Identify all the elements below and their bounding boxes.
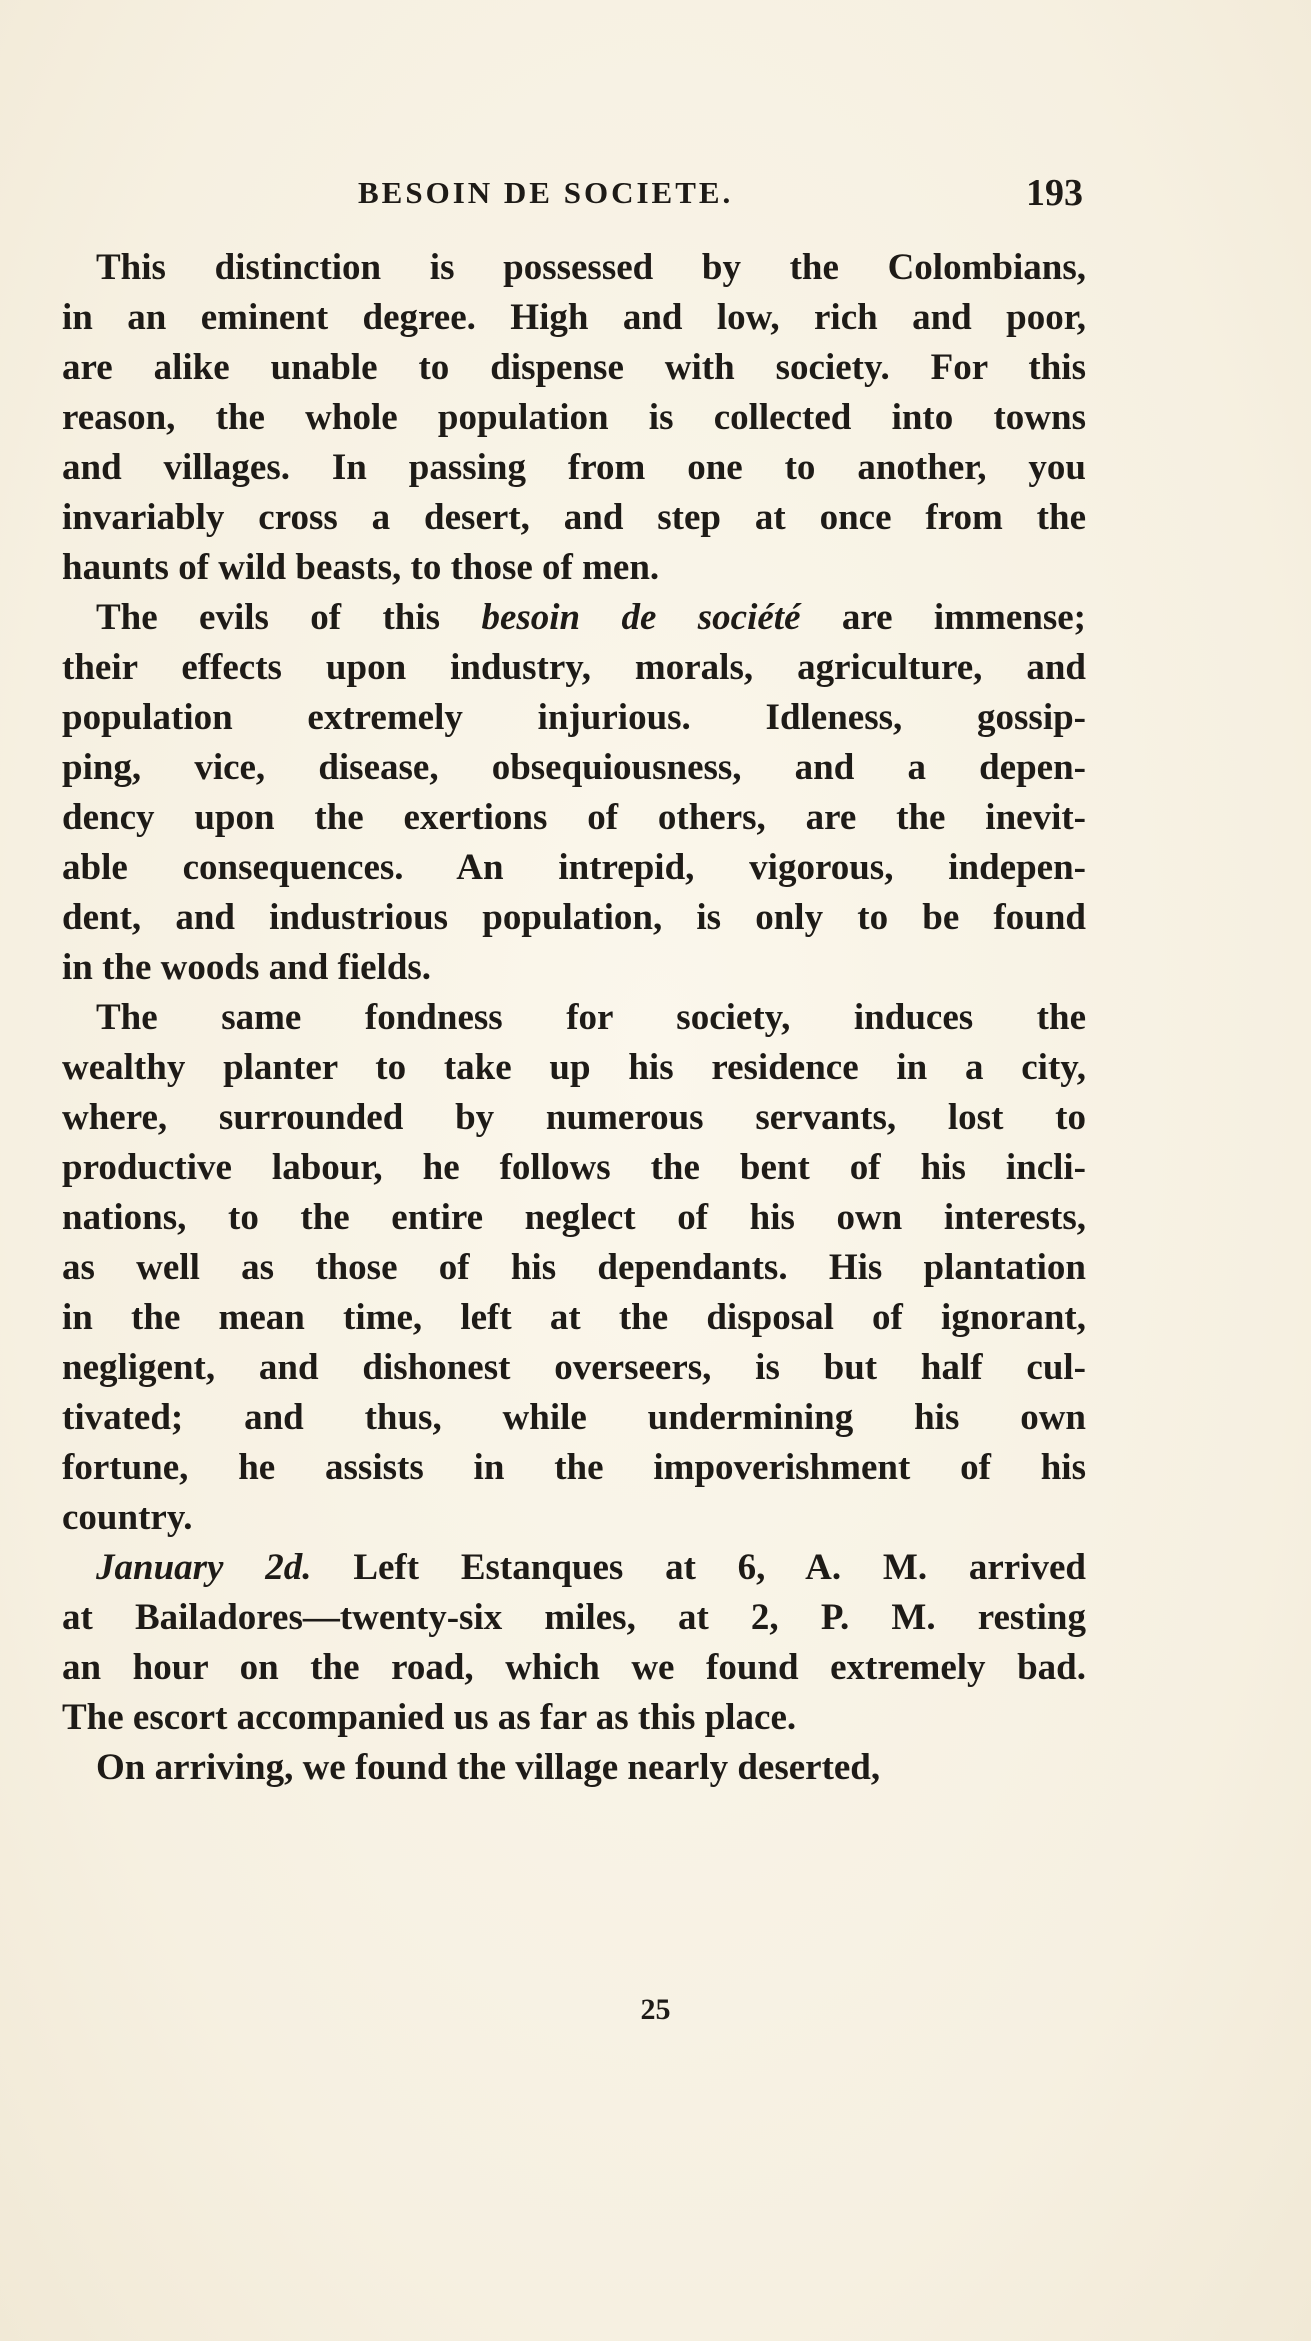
text-line [62,593,1086,643]
text-line: ping, vice, disease, obsequiousness, and a depen- [62,747,1086,788]
text-line: population extremely injurious. Idleness, gossip- [62,697,1086,738]
text-line: tivated; and thus, while undermining his own [62,1397,1086,1438]
text-line: reason, the whole population is collected into towns [62,397,1086,438]
text-line: The escort accompanied us as far as this place. [62,1697,797,1738]
text-line: in the mean time, left at the disposal of ignorant, [62,1297,1086,1338]
text-line: and villages. In passing from one to another, you [62,447,1086,488]
text-line: an hour on the road, which we found extremely bad. [62,1647,1086,1688]
text-line: able consequences. An intrepid, vigorous, indepen- [62,847,1086,888]
running-head [0,168,1311,218]
text-run: Left Estanques at 6, A. M. arrived [353,1547,1087,1588]
text-line: dent, and industrious population, is only to be found [62,897,1086,938]
text-line [62,1543,1086,1593]
text-line: where, surrounded by numerous servants, lost to [62,1097,1086,1138]
running-title: BESOIN DE SOCIETE. [358,175,734,210]
text-line: are alike unable to dispense with society. For this [62,347,1086,388]
text-line: fortune, he assists in the impoverishment of his [62,1447,1086,1488]
text-line: in the woods and fields. [62,947,432,988]
text-line: in an eminent degree. High and low, rich and poor, [62,297,1086,338]
text-line: The same fondness for society, induces the [96,997,1086,1038]
text-line: haunts of wild beasts, to those of men. [62,547,660,588]
text-line: negligent, and dishonest overseers, is but half cul- [62,1347,1086,1388]
text-line: On arriving, we found the village nearly deserted, [96,1747,881,1788]
text-line: productive labour, he follows the bent of his incli- [62,1147,1086,1188]
text-line: invariably cross a desert, and step at once from the [62,497,1086,538]
text-line: their effects upon industry, morals, agriculture, and [62,647,1086,688]
italic-phrase: besoin de société [481,597,801,638]
text-line: country. [62,1497,193,1538]
body-text [62,243,1086,1793]
text-line: wealthy planter to take up his residence in a city, [62,1047,1086,1088]
text-line: dency upon the exertions of others, are the inevit- [62,797,1086,838]
text-line: as well as those of his dependants. His plantation [62,1247,1086,1288]
signature-mark: 25 [640,1993,671,2026]
text-line: This distinction is possessed by the Colombians, [96,247,1086,288]
text-line: nations, to the entire neglect of his own interests, [62,1197,1086,1238]
page-number: 193 [1026,172,1083,214]
text-run: The evils of this [96,597,482,638]
text-line: at Bailadores—twenty-six miles, at 2, P. M. resting [62,1597,1086,1638]
italic-date: January 2d. [96,1547,312,1588]
text-run [312,1547,354,1588]
text-run: are immense; [841,597,1087,638]
